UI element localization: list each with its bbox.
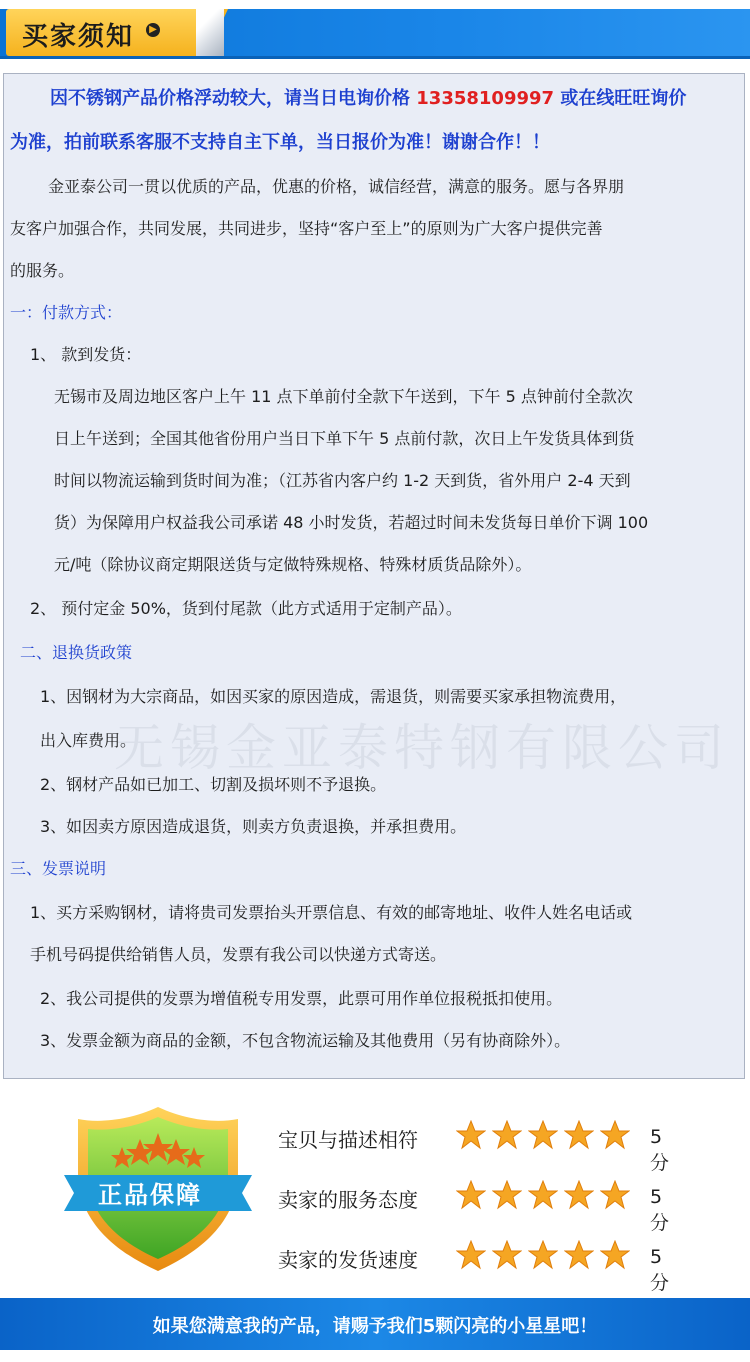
rating-score: 5分	[650, 1246, 670, 1294]
phone-number[interactable]: 13358109997	[416, 88, 555, 109]
page-title: 买家须知	[22, 22, 135, 52]
star-icon	[600, 1240, 630, 1270]
intro-line-c: 为准，拍前联系客服不支持自主下单，当日报价为准！谢谢合作！！	[10, 132, 550, 153]
star-icon	[528, 1120, 558, 1150]
footer-message: 如果您满意我的产品，请赐予我们5颗闪亮的小星星吧！	[152, 1316, 598, 1337]
payment-item-1-line-2: 日上午送到；全国其他省份用户当日下单下午 5 点前付款，次日上午发货具体到货	[54, 429, 635, 448]
return-item-3: 3、如因卖方原因造成退货，则卖方负责退换，并承担费用。	[40, 817, 467, 836]
intro-text-b: 或在线旺旺询价	[560, 88, 687, 109]
payment-item-1-title: 1、 款到发货：	[30, 345, 142, 364]
star-icon	[456, 1120, 486, 1150]
payment-heading: 一：付款方式：	[10, 303, 123, 322]
star-icon	[492, 1180, 522, 1210]
intro-line-a	[50, 84, 686, 110]
star-icon	[600, 1120, 630, 1150]
invoice-item-1-a: 1、买方采购钢材，请将贵司发票抬头开票信息、有效的邮寄地址、收件人姓名电话或	[30, 903, 633, 922]
star-icon	[528, 1180, 558, 1210]
star-icon	[564, 1180, 594, 1210]
company-line-3: 的服务。	[10, 261, 75, 280]
header-divider	[0, 56, 750, 59]
star-icon	[492, 1120, 522, 1150]
payment-item-1-line-4: 货）为保障用户权益我公司承诺 48 小时发货，若超过时间未发货每日单价下调 100	[54, 513, 649, 532]
payment-item-1-line-5: 元/吨（除协议商定期限送货与定做特殊规格、特殊材质货品除外）。	[54, 555, 532, 574]
star-icon	[456, 1240, 486, 1270]
intro-text-a: 因不锈钢产品价格浮动较大，请当日电询价格	[50, 88, 410, 109]
page-curl-decoration	[196, 9, 224, 56]
rating-stars	[456, 1120, 630, 1154]
company-line-2: 友客户加强合作，共同发展，共同进步，坚持“客户至上”的原则为广大客户提供完善	[10, 219, 603, 238]
invoice-item-3: 3、发票金额为商品的金额，不包含物流运输及其他费用（另有协商除外）。	[40, 1031, 571, 1050]
star-icon	[456, 1180, 486, 1210]
return-heading: 二、退换货政策	[20, 643, 133, 662]
invoice-heading: 三、发票说明	[10, 859, 107, 878]
invoice-item-2: 2、我公司提供的发票为增值税专用发票，此票可用作单位报税抵扣使用。	[40, 989, 563, 1008]
invoice-item-1-b: 手机号码提供给销售人员，发票有我公司以快递方式寄送。	[30, 945, 447, 964]
genuine-badge-label: 正品保障	[98, 1181, 202, 1209]
rating-stars	[456, 1240, 630, 1274]
star-icon	[564, 1120, 594, 1150]
company-watermark: 无锡金亚泰特钢有限公司	[114, 719, 730, 777]
star-icon	[528, 1240, 558, 1270]
arrow-right-icon: ▶	[146, 23, 160, 37]
rating-label: 卖家的发货速度	[278, 1248, 418, 1272]
star-icon	[600, 1180, 630, 1210]
payment-item-1-line-3: 时间以物流运输到货时间为准；（江苏省内客户约 1-2 天到货，省外用户 2-4 天到	[54, 471, 631, 490]
rating-label: 宝贝与描述相符	[278, 1128, 418, 1152]
return-item-1-a: 1、因钢材为大宗商品，如因买家的原因造成，需退货，则需要买家承担物流费用，	[40, 687, 627, 706]
star-icon	[564, 1240, 594, 1270]
payment-item-2: 2、 预付定金 50%，货到付尾款（此方式适用于定制产品）。	[30, 599, 462, 618]
rating-score: 5分	[650, 1126, 670, 1174]
company-line-1: 金亚泰公司一贯以优质的产品，优惠的价格，诚信经营，满意的服务。愿与各界朋	[48, 177, 625, 196]
payment-item-1-line-1: 无锡市及周边地区客户上午 11 点下单前付全款下午送到，下午 5 点钟前付全款次	[54, 387, 633, 406]
return-item-1-b: 出入库费用。	[40, 731, 137, 750]
rating-label: 卖家的服务态度	[278, 1188, 418, 1212]
return-item-2: 2、钢材产品如已加工、切割及损坏则不予退换。	[40, 775, 387, 794]
notice-box	[3, 73, 745, 1079]
star-icon	[492, 1240, 522, 1270]
rating-stars	[456, 1180, 630, 1214]
rating-score: 5分	[650, 1186, 670, 1234]
